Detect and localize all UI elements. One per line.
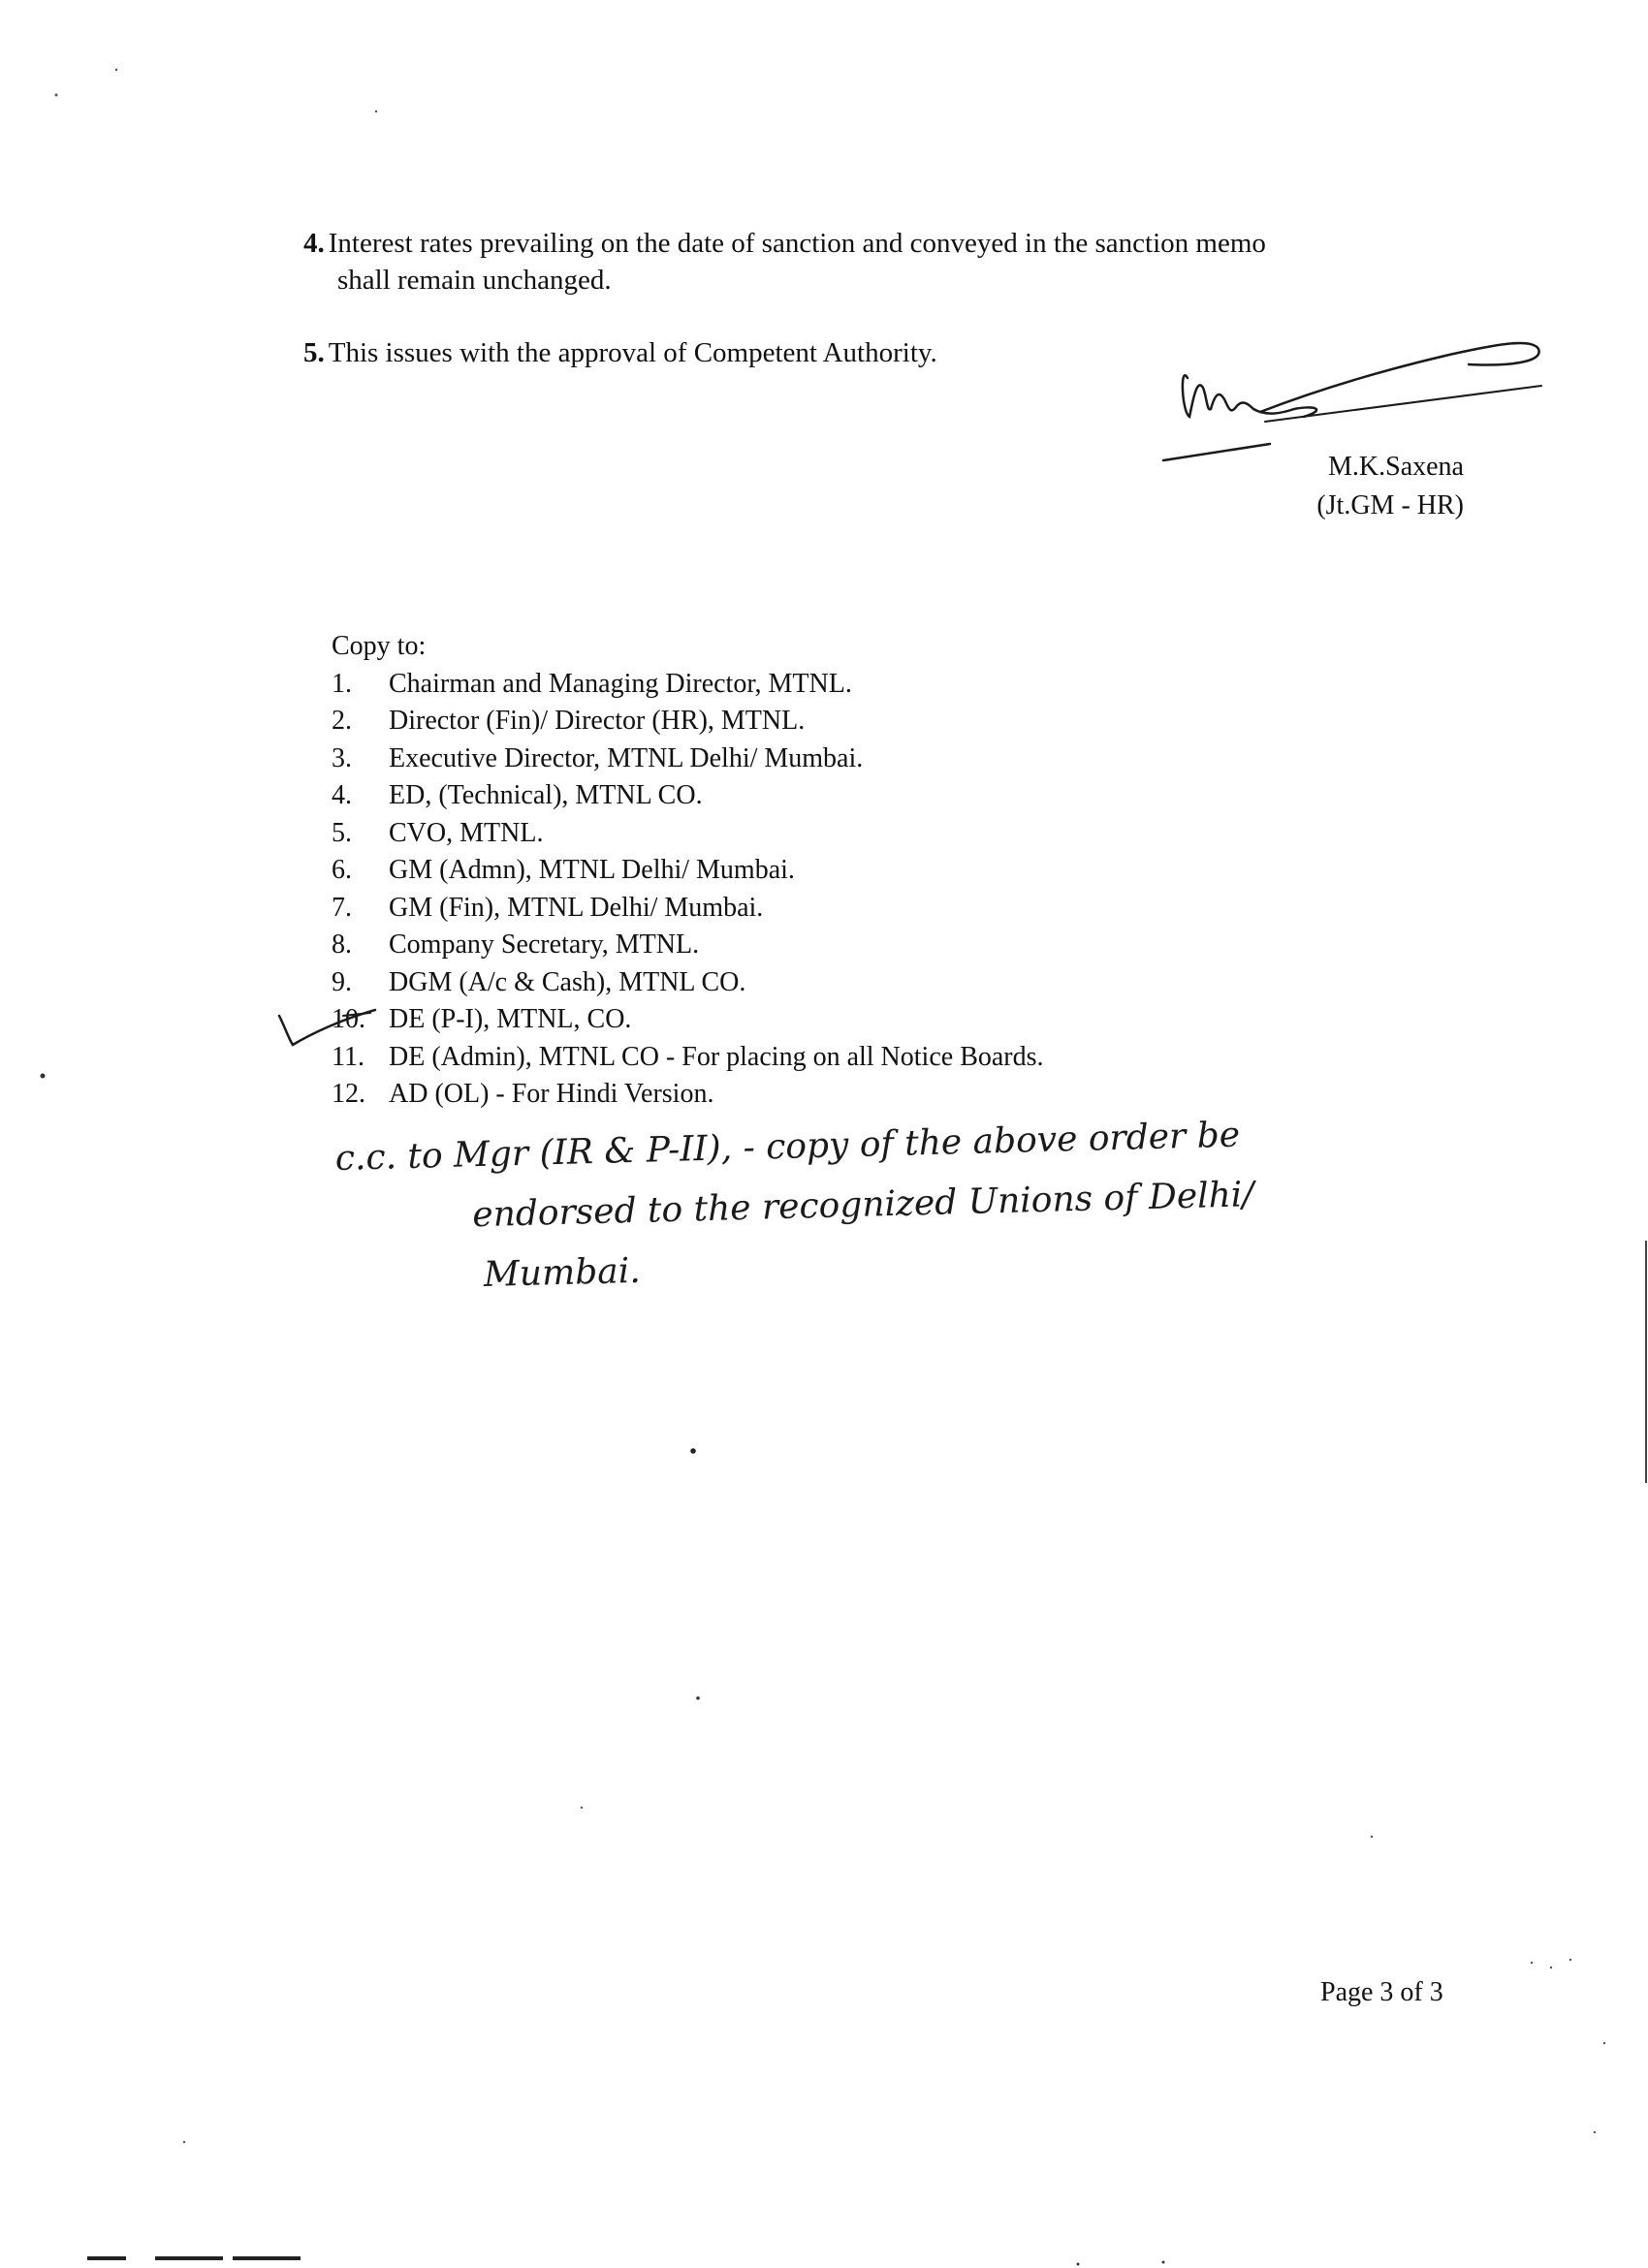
- copy-to-item-number: 5.: [332, 817, 352, 848]
- paragraph-5-text: This issues with the approval of Competent Authority.: [328, 337, 937, 368]
- scan-edge-line: [1645, 1241, 1647, 1483]
- copy-to-item-text: GM (Fin), MTNL Delhi/ Mumbai.: [389, 892, 764, 923]
- copy-to-item-number: 3.: [332, 742, 352, 773]
- copy-to-item-text: Company Secretary, MTNL.: [389, 929, 700, 960]
- copy-to-item-number: 12.: [332, 1079, 365, 1109]
- handwritten-line-1: c.c. to Mgr (IR & P-II), - copy of the above order be: [334, 1115, 1241, 1179]
- copy-to-item-text: DGM (A/c & Cash), MTNL CO.: [389, 966, 746, 997]
- copy-to-item-number: 9.: [332, 966, 352, 997]
- signatory-name: M.K.Saxena: [1328, 452, 1464, 482]
- handwritten-line-3: Mumbai.: [483, 1250, 642, 1296]
- paragraph-5-number: 5.: [303, 337, 325, 368]
- copy-to-heading: Copy to:: [332, 631, 427, 661]
- copy-to-item-text: Chairman and Managing Director, MTNL.: [389, 668, 852, 699]
- copy-to-item-text: AD (OL) - For Hindi Version.: [389, 1079, 714, 1109]
- paragraph-4-line1: Interest rates prevailing on the date of sanction and conveyed in the sanction memo: [328, 228, 1266, 259]
- copy-to-item-number: 2.: [332, 706, 352, 736]
- copy-to-item-text: Director (Fin)/ Director (HR), MTNL.: [389, 706, 806, 736]
- copy-to-item-number: 7.: [332, 892, 352, 923]
- signatory-designation: (Jt.GM - HR): [1316, 490, 1464, 520]
- copy-to-item-number: 4.: [332, 780, 352, 810]
- copy-to-item-text: GM (Admn), MTNL Delhi/ Mumbai.: [389, 855, 795, 885]
- copy-to-item-number: 10.: [332, 1004, 365, 1034]
- page-number: Page 3 of 3: [1320, 1977, 1443, 2007]
- copy-to-item-text: CVO, MTNL.: [389, 817, 544, 848]
- copy-to-item-number: 1.: [332, 668, 352, 699]
- copy-to-item-text: DE (Admin), MTNL CO - For placing on all Notice Boards.: [389, 1041, 1044, 1072]
- copy-to-item-number: 11.: [332, 1041, 364, 1072]
- copy-to-item-text: Executive Director, MTNL Delhi/ Mumbai.: [389, 742, 864, 773]
- footer-rule: [87, 2256, 126, 2260]
- copy-to-item-text: DE (P-I), MTNL, CO.: [389, 1004, 632, 1034]
- copy-to-item-number: 8.: [332, 929, 352, 960]
- footer-rule: [233, 2256, 301, 2260]
- handwritten-line-2: endorsed to the recognized Unions of Delhi/: [471, 1175, 1254, 1236]
- copy-to-item-text: ED, (Technical), MTNL CO.: [389, 780, 703, 810]
- copy-to-item-number: 6.: [332, 855, 352, 885]
- paragraph-4-number: 4.: [303, 228, 325, 259]
- footer-rule: [155, 2256, 223, 2260]
- paragraph-4-line2: shall remain unchanged.: [337, 265, 612, 296]
